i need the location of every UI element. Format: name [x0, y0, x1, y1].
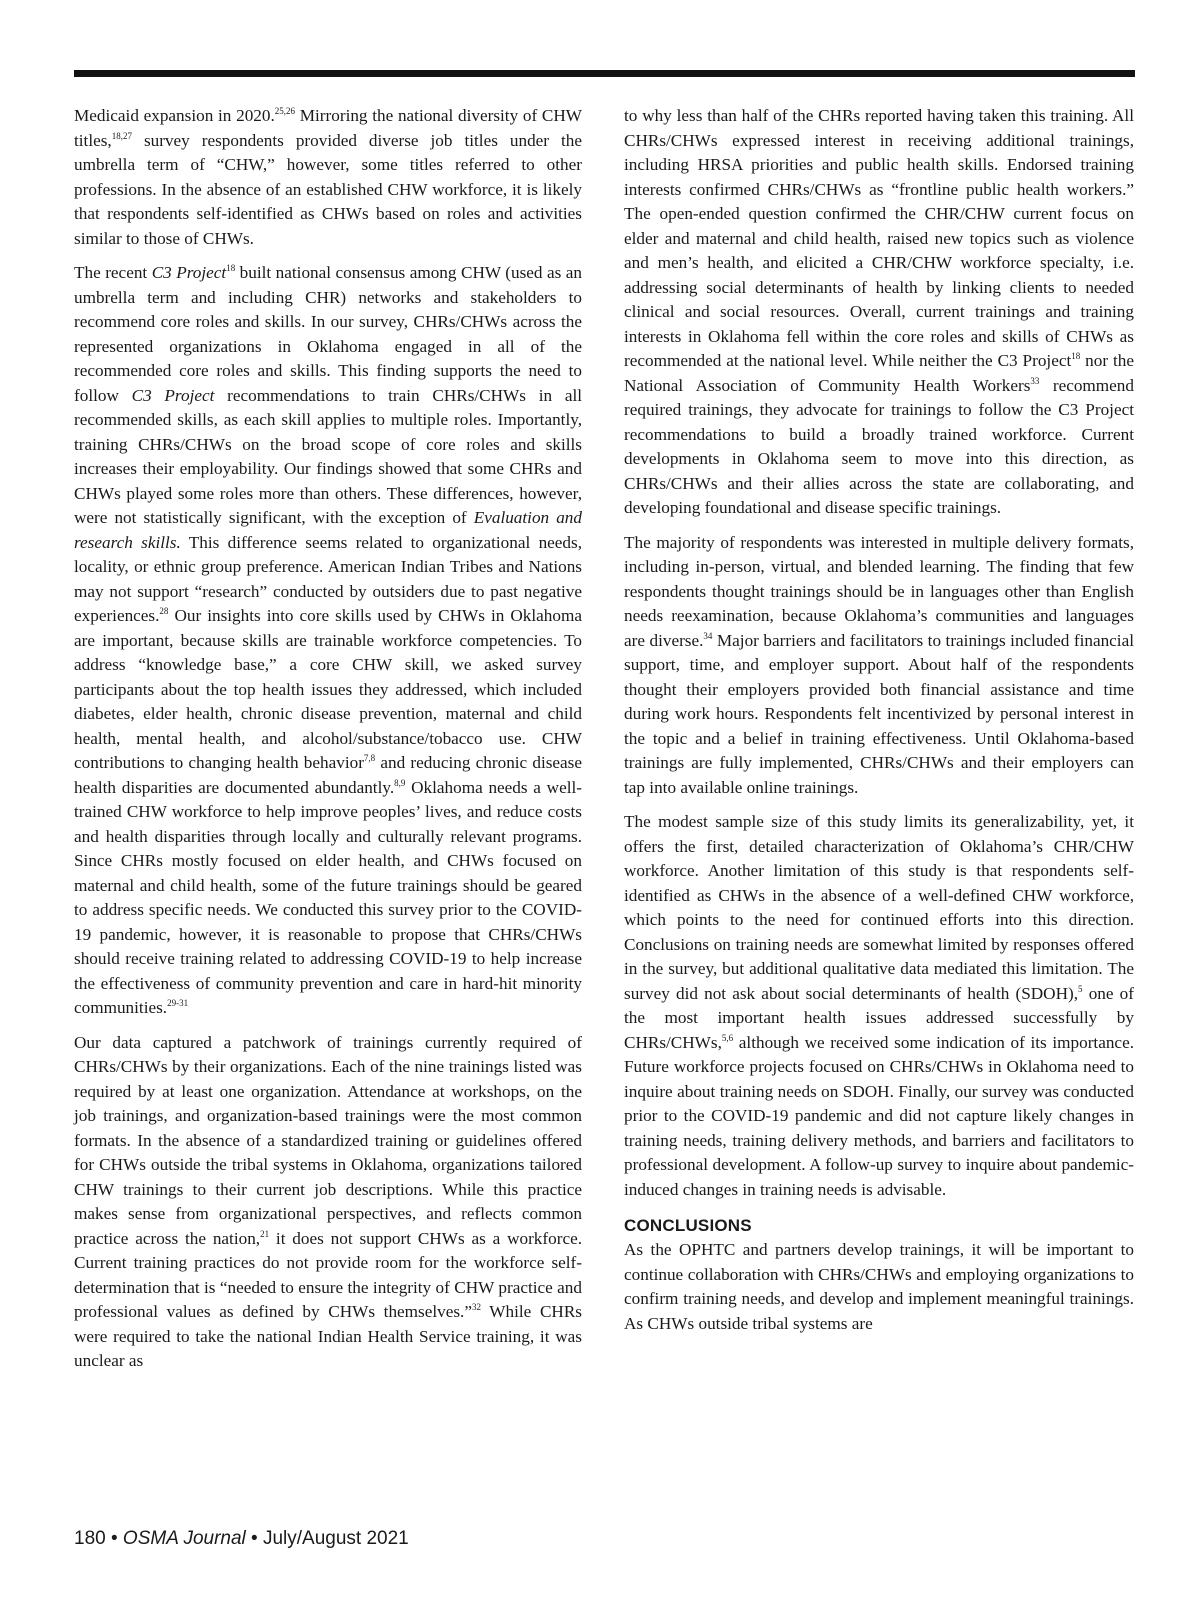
citation: 21 — [260, 1228, 270, 1239]
paragraph-medicaid-expansion: Medicaid expansion in 2020.$^{25,26}$ Mirroring the national diversity of CHW titles,$^{18,27}$ survey respondents provided diverse job titles under the umbrella term of “CHW,” however, some titles referred to other professions. In the absence of an established CHW workforce, it is likely that respondents self-identified as CHWs based on roles and activities similar to those of CHWs. — [74, 106, 583, 248]
paragraph-c3-project: The recent C3 Project$^{18}$ built national consensus among CHW (used as an umbrella term and including CHR) networks and stakeholders to recommend core roles and skills. In our survey, CHRs/CHWs across the represented organizations in Oklahoma engaged in all of the recommended core roles and skills. This finding supports the need to follow C3 Project recommendations to train CHRs/CHWs in all recommended skills, as each skill applies to multiple roles. Importantly, training CHRs/CHWs on the broad scope of core roles and skills increases their employability. Our findings showed that some CHRs and CHWs played some roles more than others. These differences, however, were not statistically significant, with the exception of Evaluation and research skills. This difference seems related to organizational needs, locality, or ethnic group preference. American Indian Tribes and Nations may not support “research” conducted by outsiders due to past negative experiences.$^{28}$ Our insights into core skills used by CHWs in Oklahoma are important, because skills are trainable workforce competencies. To address “knowledge base,” a core CHW skill, we asked survey participants about the top health issues they addressed, which included diabetes, elder health, chronic disease prevention, maternal and child health, mental health, and alcohol/substance/tobacco use. CHW contributions to changing health behavior$^{7,8}$ and reducing chronic disease health disparities are documented abundantly.$^{8,9}$ Oklahoma needs a well-trained CHW workforce to help improve peoples’ lives, and reduce costs and health disparities through locally and culturally relevant programs. Since CHRs mostly focused on elder health, and CHWs focused on maternal and child health, some of the future trainings should be geared to address specific needs. We conducted this survey prior to the COVID-19 pandemic, however, it is reasonable to propose that CHRs/CHWs should receive training related to addressing COVID-19 to help increase the effectiveness of community prevention and care in hard-hit minority communities.$^{29-31}$ — [74, 263, 582, 1017]
page-number: 180 — [74, 1528, 106, 1549]
issue-date: July/August 2021 — [262, 1528, 409, 1549]
citation: 5 — [1078, 983, 1083, 994]
right-column — [624, 104, 1134, 1346]
paragraph-chr-training: to why less than half of the CHRs reported having taken this training. All CHRs/CHWs expressed interest in receiving additional trainings, including HRSA priorities and public health skills. Endorsed training interests confirmed CHRs/CHWs as “frontline public health workers.” The open-ended question confirmed the CHR/CHW current focus on elder and maternal and child health, raised new topics such as violence and men’s health, and elicited a CHR/CHW workforce specialty, i.e. addressing social determinants of health by linking clients to needed clinical and social resources. Overall, current trainings and training interests in Oklahoma fell within the core roles and skills of CHWs as recommended at the national level. While neither the C3 Project$^{18}$ nor the National Association of Community Health Workers$^{33}$ recommend required trainings, they advocate for trainings to follow the C3 Project recommendations to build a broadly trained workforce. Current developments in Oklahoma seem to move into this direction, as CHRs/CHWs and their allies across the state are collaborating, and developing foundational and disease specific trainings. — [624, 106, 1134, 517]
footer-separator: • — [110, 1528, 118, 1549]
citation: 25,26 — [274, 106, 296, 116]
paragraph-delivery-formats: The majority of respondents was interested in multiple delivery formats, including in-person, virtual, and blended learning. The finding that few respondents thought trainings should be in languages other than English needs reexamination, because Oklahoma’s communities and languages are diverse.$^{34}$ Major barriers and facilitators to trainings included financial support, time, and employer support. About half of the respondents thought their employers provided both financial assistance and time during work hours. Respondents felt incentivized by personal interest in the topic and a belief in training effectiveness. Until Oklahoma-based trainings are fully implemented, CHRs/CHWs and their employers can tap into available online trainings. — [624, 532, 1134, 797]
citation: 18,27 — [111, 130, 132, 141]
paragraph-conclusions: As the OPHTC and partners develop trainings, it will be important to continue collaboration with CHRs/CHWs and employing organizations to confirm training needs, and develop and implement meaningful trainings. As CHWs outside tribal systems are — [624, 1240, 1134, 1333]
citation: 28 — [159, 606, 169, 616]
citation: 8,9 — [394, 777, 406, 788]
citation: 18 — [226, 263, 236, 273]
citation: 29-31 — [167, 998, 189, 1008]
citation: 34 — [703, 630, 713, 641]
citation: 18 — [1071, 351, 1081, 361]
citation: 33 — [1030, 375, 1040, 386]
citation: 7,8 — [363, 753, 376, 763]
section-heading-conclusions: CONCLUSIONS — [624, 1216, 752, 1235]
top-rule — [74, 70, 1135, 77]
footer-separator: • — [251, 1528, 258, 1549]
citation: 32 — [471, 1302, 481, 1312]
journal-title: OSMA Journal — [122, 1528, 246, 1549]
left-column — [74, 104, 582, 1384]
paragraph-training-patchwork: Our data captured a patchwork of trainings currently required of CHRs/CHWs by their organizations. Each of the nine trainings listed was required by at least one organization. Attendance at workshops, on the job trainings, and organization-based trainings were the most common formats. In the absence of a standardized training or guidelines offered for CHWs outside the tribal systems in Oklahoma, organizations tailored CHW trainings to their current job descriptions. While this practice makes sense from organizational perspectives, and reflects common practice across the nation,$^{21}$ it does not support CHWs as a workforce. Current training practices do not provide room for the workforce self-determination that is “needed to ensure the integrity of CHW practice and professional values as defined by CHWs themselves.”$^{32}$ While CHRs were required to take the national Indian Health Service training, it was unclear as — [74, 1032, 582, 1370]
page-footer — [74, 1528, 409, 1550]
paragraph-limitations: The modest sample size of this study limits its generalizability, yet, it offers the first, detailed characterization of Oklahoma’s CHR/CHW workforce. Another limitation of this study is that respondents self-identified as CHWs in the absence of a well-defined CHW workforce, which points to the need for continued efforts into this direction. Conclusions on training needs are somewhat limited by responses offered in the survey, but additional qualitative data mediated this limitation. The survey did not ask about social determinants of health (SDOH),$^5$ one of the most important health issues addressed successfully by CHRs/CHWs,$^{5,6}$ although we received some indication of its importance. Future workforce projects focused on CHRs/CHWs in Oklahoma need to inquire about training needs on SDOH. Finally, our survey was conducted prior to the COVID-19 pandemic and did not capture likely changes in training needs, training delivery methods, and barriers and facilitators to professional development. A follow-up survey to inquire about pandemic-induced changes in training needs is advisable. — [624, 812, 1134, 1199]
citation: 5,6 — [721, 1032, 734, 1043]
